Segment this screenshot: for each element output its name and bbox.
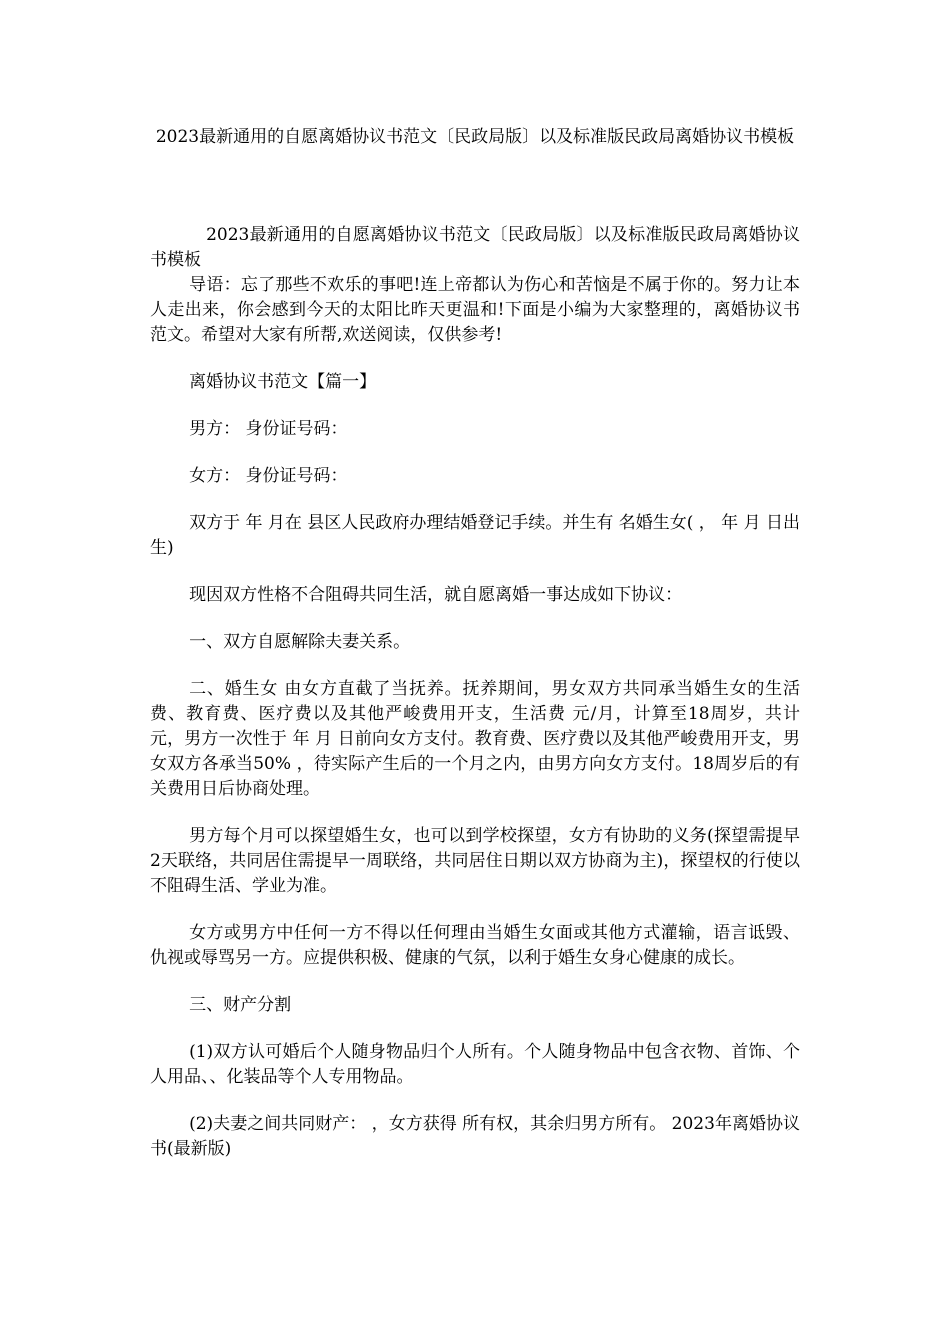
male-party-line: 男方： 身份证号码： (189, 419, 348, 439)
marriage-info-paragraph: 双方于 年 月在 县区人民政府办理结婚登记手续。并生有 名婚生女( ， 年 月 日出生) (150, 513, 800, 558)
section-heading: 离婚协议书范文【篇一】 (189, 372, 377, 392)
clause-1: 一、双方自愿解除夫妻关系。 (189, 632, 411, 652)
document-title: 2023最新通用的自愿离婚协议书范文〔民政局版〕以及标准版民政局离婚协议书模板 (155, 127, 795, 147)
clause-3: 三、财产分割 (189, 995, 292, 1015)
clause-2: 二、婚生女 由女方直截了当抚养。抚养期间，男女双方共同承当婚生女的生活费、教育费、医疗费以及其他严峻费用开支，生活费 元/月，计算至18周岁，共计 元，男方一次性于 年 月 日前向女方支付。教育费、医疗费以及其他严峻费用开支，男女双方各承当50% ，待实际产生后的一个月之内，由男方向女方支付。18周岁后的有关费用日后协商处理。 (150, 679, 800, 799)
property-item-1: (1)双方认可婚后个人随身物品归个人所有。个人随身物品中包含衣物、首饰、个人用品、、化装品等个人专用物品。 (150, 1042, 800, 1087)
reason-paragraph: 现因双方性格不合阻碍共同生活，就自愿离婚一事达成如下协议： (189, 585, 683, 605)
female-party-line: 女方： 身份证号码： (189, 466, 348, 486)
property-item-2: (2)夫妻之间共同财产： ，女方获得 所有权，其余归男方所有。 2023年离婚协议书(最新版) (150, 1114, 800, 1159)
intro-paragraph: 导语：忘了那些不欢乐的事吧!连上帝都认为伤心和苦恼是不属于你的。努力让本人走出来，你会感到今天的太阳比昨天更温和!下面是小编为大家整理的，离婚协议书范文。希望对大家有所帮,欢送阅读，仅供参考! (150, 275, 800, 345)
no-defamation-paragraph: 女方或男方中任何一方不得以任何理由当婚生女面或其他方式灌输，语言诋毁、仇视或辱骂另一方。应提供积极、健康的气氛，以利于婚生女身心健康的成长。 (150, 923, 800, 968)
visitation-paragraph: 男方每个月可以探望婚生女，也可以到学校探望，女方有协助的义务(探望需提早2天联络，共同居住需提早一周联络，共同居住日期以双方协商为主)，探望权的行使以不阻碍生活、学业为准。 (150, 826, 800, 896)
document-subtitle: 2023最新通用的自愿离婚协议书范文〔民政局版〕以及标准版民政局离婚协议书模板 (150, 225, 800, 270)
document-body (150, 223, 800, 1162)
